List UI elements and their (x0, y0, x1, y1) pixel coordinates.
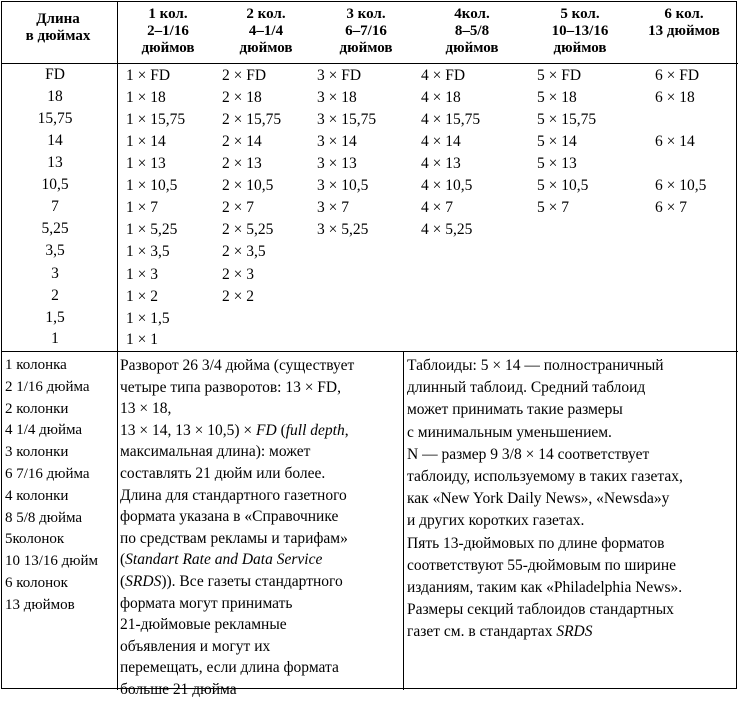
size-cell: 3 × 15,75 (317, 111, 377, 128)
length-cell: 3,5 (45, 242, 65, 259)
footer-line: 2 колонки (5, 400, 69, 417)
column-divider (117, 1, 118, 690)
footer-line: объявления и могут их (120, 637, 271, 655)
column-header-0 (2, 11, 114, 45)
length-cell: 1 (51, 330, 59, 347)
footer-line: с минимальным уменьшением. (407, 423, 612, 441)
footer-line: и других коротких газетах. (407, 512, 585, 530)
footer-line: 4 1/4 дюйма (5, 422, 83, 439)
size-cell: 1 × 1,5 (126, 310, 170, 327)
header-line: дюймов (553, 40, 607, 56)
size-cell: 4 × 10,5 (421, 177, 473, 194)
header-line: 6 кол. (664, 6, 704, 22)
header-line: дюймов (445, 40, 499, 56)
size-cell: 1 × 15,75 (126, 111, 186, 128)
length-cell: 15,75 (37, 110, 73, 127)
size-cell: 4 × FD (421, 67, 466, 84)
header-line: 6–7/16 (345, 23, 387, 39)
length-cell: 1,5 (45, 309, 65, 326)
header-line: 1 кол. (148, 6, 188, 22)
size-cell: 4 × 15,75 (421, 111, 481, 128)
footer-line: 10 13/16 дюйм (5, 553, 99, 570)
size-cell: 2 × 3,5 (222, 243, 266, 260)
length-cell: 18 (47, 88, 63, 105)
size-cell: 3 × 13 (317, 155, 357, 172)
size-cell: 5 × 13 (537, 155, 577, 172)
footer-line: максимальная длина): может (120, 443, 311, 461)
size-cell: 2 × 13 (222, 155, 262, 172)
size-cell: 1 × 1 (126, 331, 158, 348)
size-cell: 2 × 18 (222, 89, 262, 106)
footer-line: 6 колонок (5, 574, 68, 591)
footer-line: (Standart Rate and Data Service (120, 551, 323, 569)
footer-line: Разворот 26 3/4 дюйма (существует (120, 357, 355, 374)
size-cell: 6 × FD (655, 67, 700, 84)
footer-line: 1 колонка (5, 357, 67, 373)
footer-line: газет см. в стандартах SRDS (407, 623, 593, 641)
size-cell: 6 × 14 (655, 133, 695, 150)
footer-line: 13 дюймов (5, 596, 75, 613)
header-divider (1, 63, 738, 64)
column-header-2 (218, 6, 314, 57)
header-line: 5 кол. (560, 6, 600, 22)
footer-line: больше 21 дюйма (120, 680, 237, 698)
footer-line: как «New York Daily News», «Newsda»у (407, 490, 670, 508)
column-header-3 (316, 6, 416, 57)
column-header-1 (120, 6, 216, 57)
footer-column-2 (407, 355, 683, 644)
size-cell: 1 × 7 (126, 199, 158, 216)
column-header-5 (528, 6, 632, 57)
size-cell: 2 × 2 (222, 288, 254, 305)
footer-line: составлять 21 дюйм или более. (120, 464, 326, 482)
header-line: 4–1/4 (248, 23, 284, 39)
size-cell: 1 × FD (126, 67, 171, 84)
size-cell: 1 × 18 (126, 89, 166, 106)
size-cell: 1 × 10,5 (126, 177, 178, 194)
size-cell: 1 × 3,5 (126, 243, 170, 260)
size-cell: 5 × 10,5 (537, 177, 589, 194)
size-cell: 2 × 7 (222, 199, 254, 216)
size-cell: 3 × 5,25 (317, 221, 369, 238)
header-line: 8–5/8 (454, 23, 490, 39)
footer-line: 21-дюймовые рекламные (120, 616, 287, 634)
footer-column-1 (120, 355, 354, 701)
footer-line: Длина для стандартного газетного (120, 486, 347, 504)
size-cell: 3 × 7 (317, 199, 349, 216)
size-cell: 5 × 18 (537, 89, 577, 106)
size-cell: 1 × 5,25 (126, 221, 178, 238)
size-cell: 4 × 7 (421, 199, 453, 216)
size-cell: 2 × FD (222, 67, 267, 84)
length-cell: 5,25 (41, 220, 69, 237)
footer-line: 2 1/16 дюйма (5, 378, 90, 395)
header-line: дюймов (239, 40, 293, 56)
column-header-4 (418, 6, 526, 57)
footer-line: перемещать, если длина формата (120, 659, 339, 677)
header-line: Длина (36, 11, 80, 27)
length-cell: FD (45, 66, 65, 83)
size-cell: 1 × 3 (126, 266, 158, 283)
footer-line: формата указана в «Справочнике (120, 508, 339, 526)
footer-divider (1, 351, 738, 352)
footer-line: 13 × 14, 13 × 10,5) × FD (full depth, (120, 421, 349, 439)
size-cell: 3 × 18 (317, 89, 357, 106)
column-header-6 (634, 6, 734, 40)
footer-line: таблоиду, используемому в таких газетах, (407, 468, 683, 486)
footer-line: формата могут принимать (120, 594, 293, 612)
header-line: дюймов (141, 40, 195, 56)
size-cell: 4 × 18 (421, 89, 461, 106)
size-cell: 5 × FD (537, 67, 582, 84)
footer-column-divider (403, 351, 404, 690)
footer-line: четыре типа разворотов: 13 × FD, (120, 378, 341, 396)
footer-line: соответствуют 55-дюймовым по ширине (407, 556, 677, 574)
footer-line: длинный таблоид. Средний таблоид (407, 379, 646, 397)
size-cell: 4 × 5,25 (421, 221, 473, 238)
size-cell: 2 × 14 (222, 133, 262, 150)
footer-line: Размеры секций таблоидов стандартных (407, 601, 674, 619)
header-line: 3 кол. (346, 6, 386, 22)
length-cell: 2 (51, 287, 59, 304)
size-cell: 3 × 14 (317, 133, 357, 150)
length-cell: 3 (51, 265, 59, 282)
size-cell: 2 × 10,5 (222, 177, 274, 194)
header-line: 2 кол. (246, 6, 286, 22)
size-cell: 2 × 5,25 (222, 221, 274, 238)
size-cell: 3 × FD (317, 67, 362, 84)
footer-line: N — размер 9 3/8 × 14 соответствует (407, 445, 650, 463)
length-cell: 10,5 (41, 176, 69, 193)
footer-line: 4 колонки (5, 487, 69, 504)
size-cell: 5 × 15,75 (537, 111, 597, 128)
footer-line: 3 колонки (5, 444, 69, 461)
size-cell: 1 × 13 (126, 155, 166, 172)
header-line: в дюймах (25, 28, 91, 44)
header-line: 4кол. (454, 6, 490, 22)
footer-line: 13 × 18, (120, 400, 172, 418)
size-cell: 1 × 2 (126, 288, 158, 305)
size-cell: 6 × 7 (655, 199, 687, 216)
length-cell: 13 (47, 154, 63, 171)
header-line: 10–13/16 (551, 23, 609, 39)
header-line: дюймов (339, 40, 393, 56)
length-cell: 7 (51, 198, 59, 215)
footer-line: может принимать такие размеры (407, 401, 623, 419)
footer-line: 6 7/16 дюйма (5, 465, 90, 482)
size-cell: 4 × 14 (421, 133, 461, 150)
size-cell: 1 × 14 (126, 133, 166, 150)
size-cell: 4 × 13 (421, 155, 461, 172)
header-line: 13 дюймов (648, 23, 720, 39)
size-cell: 3 × 10,5 (317, 177, 369, 194)
footer-column-0 (5, 355, 98, 617)
size-cell: 2 × 15,75 (222, 111, 282, 128)
size-cell: 6 × 18 (655, 89, 695, 106)
length-cell: 14 (47, 132, 63, 149)
header-line: 2–1/16 (147, 23, 189, 39)
footer-line: Таблоиды: 5 × 14 — полностраничный (407, 357, 664, 374)
footer-line: 5колонок (5, 531, 65, 548)
footer-line: Пять 13-дюймовых по длине форматов (407, 534, 665, 552)
size-cell: 5 × 7 (537, 199, 569, 216)
footer-line: (SRDS)). Все газеты стандартного (120, 572, 343, 590)
footer-line: по средствам рекламы и тарифам» (120, 529, 348, 547)
footer-line: 8 5/8 дюйма (5, 509, 83, 526)
size-cell: 5 × 14 (537, 133, 577, 150)
size-cell: 6 × 10,5 (655, 177, 707, 194)
size-cell: 2 × 3 (222, 266, 254, 283)
footer-line: изданиям, таким как «Philadelphia News». (407, 579, 683, 597)
